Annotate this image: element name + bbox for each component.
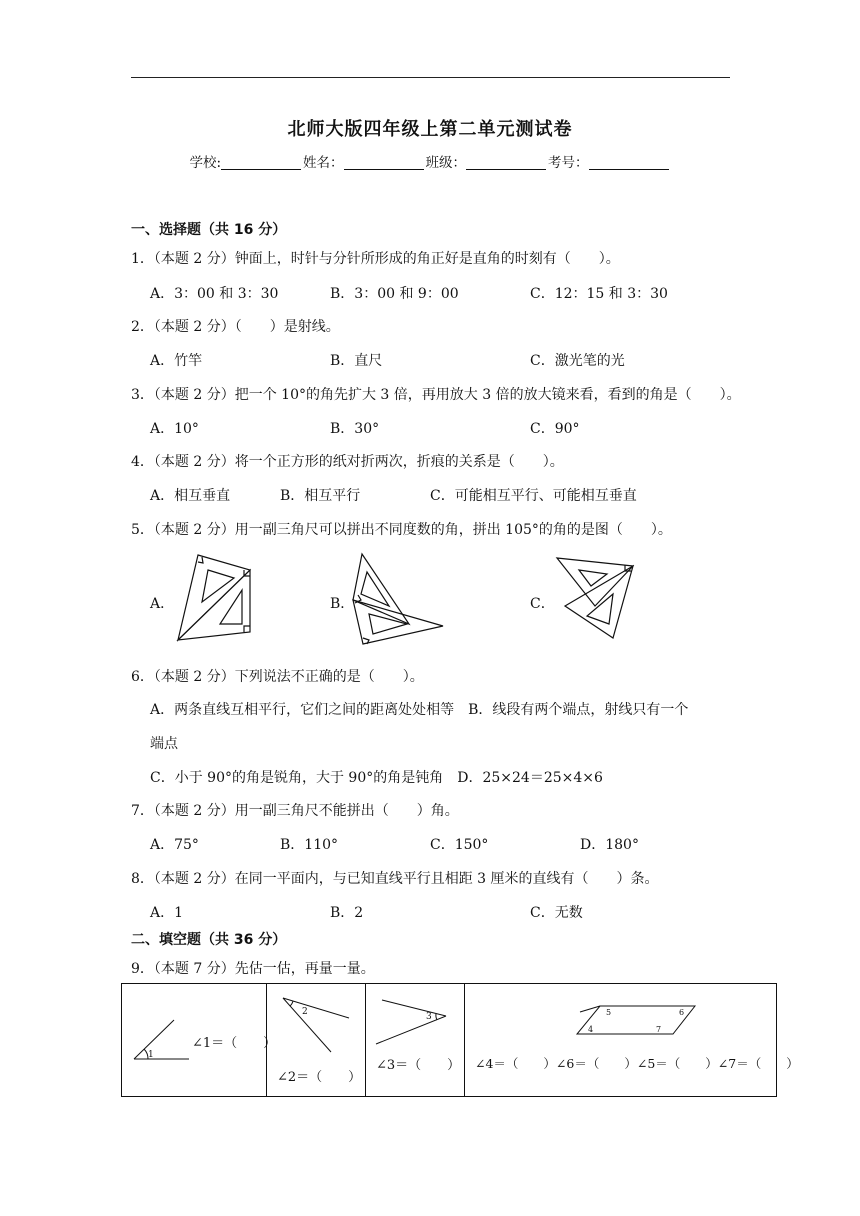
angle-mark-5: 5 <box>606 1008 612 1017</box>
q6-options-line-3[interactable]: C．小于 90°的角是锐角，大于 90°的角是钝角 D．25×24＝25×4×6 <box>150 770 603 786</box>
angle-mark-1: 1 <box>148 1050 154 1060</box>
q6-options-line-2: 端点 <box>150 736 178 752</box>
question-9: 9．（本题 7 分）先估一估，再量一量。 <box>131 961 375 977</box>
header-rule <box>131 77 730 78</box>
angle-mark-6: 6 <box>679 1008 685 1017</box>
q7-option-c[interactable]: C．150° <box>430 837 489 853</box>
set-square-figure-b[interactable] <box>345 548 450 648</box>
q4-option-a[interactable]: A．相互垂直 <box>150 488 231 504</box>
angles-4-7-answer[interactable]: ∠4＝（ ）∠6＝（ ）∠5＝（ ）∠7＝（ ） <box>475 1056 799 1071</box>
angle-3-figure <box>366 984 464 1096</box>
q2-option-a[interactable]: A．竹竿 <box>150 353 203 369</box>
question-4: 4．（本题 2 分）将一个正方形的纸对折两次，折痕的关系是（ ）。 <box>131 454 564 470</box>
q6-options-line-1[interactable]: A．两条直线互相平行，它们之间的距离处处相等 B．线段有两个端点，射线只有一个 <box>150 702 689 718</box>
q3-option-c[interactable]: C．90° <box>530 421 580 437</box>
q5-option-c[interactable]: C． <box>530 596 555 612</box>
exam-no-label: 考号： <box>548 155 589 171</box>
q1-option-b[interactable]: B．3：00 和 9：00 <box>330 286 459 302</box>
q1-option-c[interactable]: C．12：15 和 3：30 <box>530 286 668 302</box>
q1-option-a[interactable]: A．3：00 和 3：30 <box>150 286 279 302</box>
q8-option-b[interactable]: B．2 <box>330 905 364 921</box>
parallelogram-figure <box>465 984 781 1096</box>
question-5: 5．（本题 2 分）用一副三角尺可以拼出不同度数的角，拼出 105°的角的是图（ ）。 <box>131 522 672 538</box>
class-blank[interactable] <box>466 155 546 170</box>
angle-cell-1 <box>122 984 277 1097</box>
q4-option-b[interactable]: B．相互平行 <box>280 488 361 504</box>
q2-option-c[interactable]: C．激光笔的光 <box>530 353 625 369</box>
question-3: 3．（本题 2 分）把一个 10°的角先扩大 3 倍，再用放大 3 倍的放大镜来看，看到的角是（ ）。 <box>131 387 741 403</box>
school-blank[interactable] <box>221 155 301 170</box>
page-title: 北师大版四年级上第二单元测试卷 <box>287 119 573 140</box>
angle-cell-3 <box>366 984 465 1097</box>
class-label: 班级： <box>425 155 467 171</box>
question-8: 8．（本题 2 分）在同一平面内，与已知直线平行且相距 3 厘米的直线有（ ）条。 <box>131 871 659 887</box>
q5-option-a[interactable]: A． <box>150 596 175 612</box>
q8-option-a[interactable]: A．1 <box>150 905 184 921</box>
section-title-choice: 一、选择题（共 16 分） <box>131 222 287 238</box>
exam-no-blank[interactable] <box>589 155 669 170</box>
angle-mark-7: 7 <box>656 1025 662 1034</box>
q5-option-b[interactable]: B． <box>330 596 355 612</box>
q8-option-c[interactable]: C．无数 <box>530 905 583 921</box>
q3-option-a[interactable]: A．10° <box>150 421 199 437</box>
section-title-fill: 二、填空题（共 36 分） <box>131 932 287 948</box>
question-7: 7．（本题 2 分）用一副三角尺不能拼出（ ）角。 <box>131 803 459 819</box>
name-blank[interactable] <box>344 155 424 170</box>
angle-mark-2: 2 <box>302 1007 308 1017</box>
angle-cell-4-7 <box>465 984 799 1097</box>
q7-option-a[interactable]: A．75° <box>150 837 199 853</box>
name-label: 姓名： <box>303 155 344 171</box>
q7-option-b[interactable]: B．110° <box>280 837 339 853</box>
angle-cell-2 <box>267 984 366 1097</box>
question-6: 6．（本题 2 分）下列说法不正确的是（ ）。 <box>131 669 424 685</box>
angle-3-answer[interactable]: ∠3＝（ ） <box>376 1058 461 1073</box>
angle-1-answer[interactable]: ∠1＝（ ） <box>192 1036 277 1051</box>
angle-measure-table <box>121 983 799 1097</box>
set-square-figure-c[interactable] <box>555 556 645 641</box>
question-1: 1．（本题 2 分）钟面上，时针与分针所形成的角正好是直角的时刻有（ ）。 <box>131 251 620 267</box>
angle-mark-4: 4 <box>588 1025 594 1034</box>
q7-option-d[interactable]: D．180° <box>580 837 639 853</box>
angle-2-answer[interactable]: ∠2＝（ ） <box>277 1070 362 1085</box>
q2-option-b[interactable]: B．直尺 <box>330 353 383 369</box>
student-info-line <box>0 151 860 171</box>
angle-mark-3: 3 <box>426 1012 432 1022</box>
q4-option-c[interactable]: C．可能相互平行、可能相互垂直 <box>430 488 637 504</box>
q3-option-b[interactable]: B．30° <box>330 421 380 437</box>
set-square-figure-a[interactable] <box>172 550 262 645</box>
question-2: 2．（本题 2 分）（ ）是射线。 <box>131 319 340 335</box>
school-label: 学校: <box>189 155 222 171</box>
